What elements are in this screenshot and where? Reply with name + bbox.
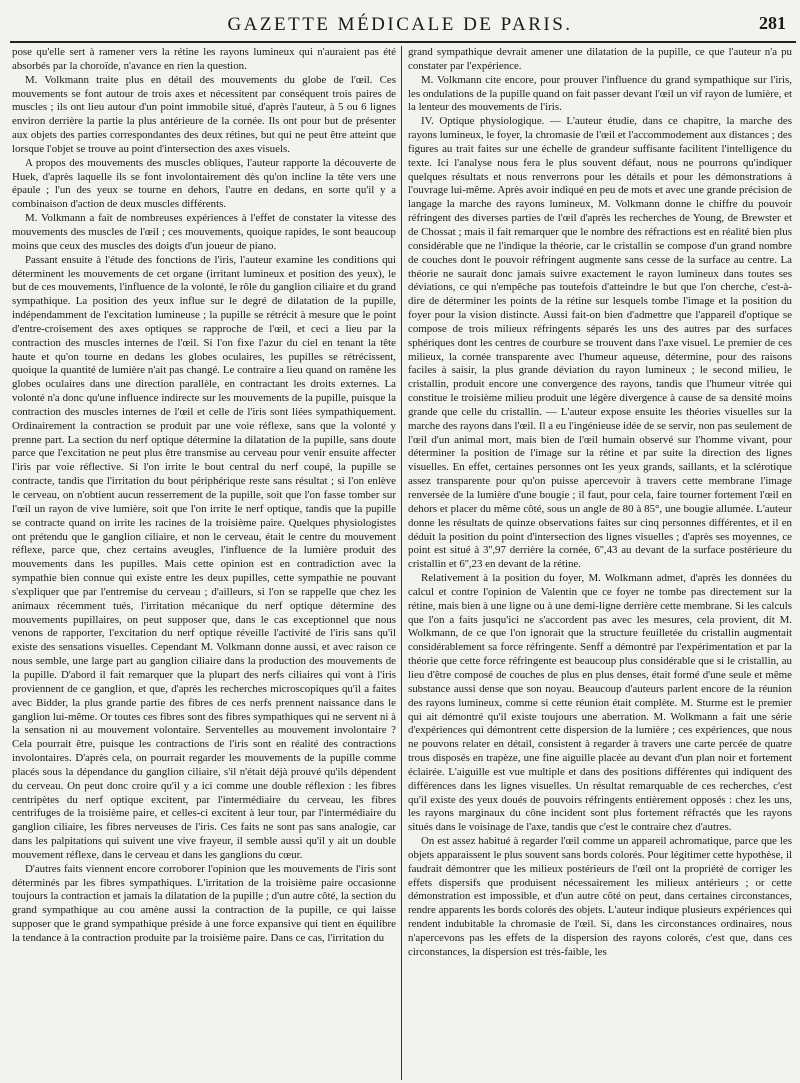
paragraph: M. Volkmann a fait de nombreuses expériences à l'effet de constater la vitesse des mouvements des muscles de l'œil ; ces mouvements, quoique rapides, le sont beaucoup moins que ceux des muscles des doigts d'un joueur de piano. [12, 212, 396, 252]
paragraph: pose qu'elle sert à ramener vers la rétine les rayons lumineux qui n'auraient pas été absorbés par la choroïde, n'avance en rien la question. [12, 46, 396, 72]
paragraph: grand sympathique devrait amener une dilatation de la pupille, ce que l'auteur n'a pu constater par l'expérience. [408, 46, 792, 72]
paragraph: A propos des mouvements des muscles obliques, l'auteur rapporte la découverte de Huek, d'après laquelle ils se font involontairement dès qu'on incline la tête vers une épaule ; l'un des yeux se tourne en dehors, l'autre en dedans, en sorte qu'il y a combinaison d'action de deux muscles différents. [12, 156, 396, 211]
page-number: 281 [759, 13, 786, 33]
left-column [12, 46, 396, 1080]
paragraph-section-iv: IV. Optique physiologique. — L'auteur étudie, dans ce chapitre, la marche des rayons lumineux, le foyer, la chromasie de l'œil et l'accommodement aux distances ; des figures au trait faites sur une échelle de grandeur suffisante facilitent l'intelligence du texte. Ici l'analyse nous fera le plus souvent défaut, nous ne pourrons qu'indiquer quelques résultats et nous renverrons pour les détails et pour les démonstrations à l'ouvrage lui-même. Après avoir indiqué en peu de mots et avec une grande précision de langage la marche des rayons lumineux, M. Volkmann donne le chiffre du pouvoir réfringent des diverses parties de l'œil d'après les recherches de Young, de Brewster et de Chossat ; mais il fait remarquer que le nombre des réfractions est en réalité bien plus considérable que ne l'indique la théorie, car le cristallin se compose d'un grand nombre de couches dont le pouvoir réfringent augmente sans cesse de la surface au centre. La théorie ne saurait donc jamais suivre exactement le rayon lumineux dans toutes ses déviations, ce qui n'empêche pas toutefois d'atteindre le but que l'on cherche, c'est-à-dire de déterminer les points de la rétine sur lesquels tombe l'image et la position du foyer pour la vision distincte. Aussi fait-on bien d'admettre que l'appareil d'optique se compose de trois milieux réfringents séparés les uns des autres par des surfaces sphériques dont les centres de courbure se trouvent dans l'axe visuel. Le premier de ces milieux, la cornée transparente avec l'humeur aqueuse, détermine, pour des raisons faciles à saisir, la plus grande déviation du rayon lumineux ; le second milieu, le cristallin, produit encore une convergence des rayons, tandis que l'humeur vitrée qui constitue le troisième milieu produit une légère divergence à cause de sa densité moins grande que celle du cristallin. — L'auteur expose ensuite les théories visuelles sur la marche des rayons dans l'œil. Il a eu l'ingénieuse idée de se servir, non pas seulement de l'œil d'un animal mort, mais bien de l'œil humain observé sur l'homme vivant, pour déterminer la position de l'image sur la rétine et par suite la direction des lignes visuelles. En effet, certaines personnes ont les yeux grands, saillants, et la sclérotique assez transparente pour qu'on puisse apercevoir à travers cette membrane l'image renversée de la lumière d'une bougie ; il faut, pour cela, faire tourner fortement l'œil en dehors et placer du même côté, sous un angle de 80 à 85°, une bougie allumée. L'auteur donne les résultats de quinze observations faites sur cinq personnes différentes, et il en déduit la position du point d'intersection des lignes visuelles ; d'après ses moyennes, ce point est situé à 3'',97 derrière la cornée, 6'',43 au devant de la surface postérieure du cristallin et 6'',23 en devant de la rétine. [408, 115, 792, 571]
header-rule [10, 41, 796, 43]
paragraph: M. Volkmann traite plus en détail des mouvements du globe de l'œil. Ces mouvements se font autour de trois axes et nécessitent par conséquent trois paires de muscles ; ils ont lieu autour d'un point immobile situé, d'après l'auteur, à 5 ou 6 lignes environ derrière la partie la plus antérieure de la cornée. Ils ont pour but de présenter aux objets des parties correspondantes des deux rétines, but qui ne peut être atteint que lorsque l'objet se trouve au point d'intersection des axes visuels. [12, 73, 396, 155]
paragraph: On est assez habitué à regarder l'œil comme un appareil achromatique, parce que les objets apparaissent le plus souvent sans bords colorés. Pour légitimer cette hypothèse, il faudrait démontrer que les milieux postérieurs de l'œil ont la propriété de corriger les effets dispersifs que produisent nécessairement les milieux antérieurs ; or cette démonstration est impossible, et d'un autre côté on peut, dans certaines circonstances, rendre apparents les bords colorés des objets. L'auteur indique plusieurs expériences qui rendent indubitable la chromasie de l'œil. Si, dans les circonstances ordinaires, nous n'apercevons pas les effets de la dispersion des rayons colorés, c'est que, dans ces circonstances, la dispersion est très-faible, les [408, 835, 792, 958]
right-column [408, 46, 792, 1080]
paragraph: D'autres faits viennent encore corroborer l'opinion que les mouvements de l'iris sont déterminés par les fibres sympathiques. L'irritation de la troisième paire occasionne toujours la contraction et jamais la dilatation de la pupille ; d'un autre côté, la section du grand sympathique au cou amène aussi la contraction de la pupille, ce qui laisse supposer que le grand sympathique préside à une force expansive qui tient en équilibre la tendance à la contraction produite par la troisième paire. Dans ce cas, l'irritation du [12, 862, 396, 944]
article-body [12, 46, 792, 1080]
paragraph: Passant ensuite à l'étude des fonctions de l'iris, l'auteur examine les conditions qui déterminent les mouvements de cet organe (irritant lumineux et position des yeux), le but de ces mouvements, l'influence de la volonté, le rôle du ganglion ciliaire et du grand sympathique. La position des yeux influe sur le degré de dilatation de la pupille, indépendamment de l'excitation lumineuse ; la pupille se rétrécit à mesure que le point d'entre-croisement des axes optiques se rapproche de l'œil, et ceci a lieu par la contraction des muscles internes de l'œil. Si l'on fixe l'azur du ciel en tenant la tête haute et qu'on tourne en dedans les globes oculaires, les pupilles se rétrécissent, quoique la quantité de lumière n'ait pas changé. Le contraire a lieu quand on ramène les globes oculaires dans une direction parallèle, en contractant les droits externes. La volonté n'a donc qu'une influence indirecte sur les mouvements de la pupille, puisque la contraction des muscles internes de l'œil et celle de l'iris sont liées sympathiquement. Ordinairement la contraction se produit par une voie réflexe, sans que la volonté y prenne part. La section du nerf optique détermine la dilatation de la pupille, sans doute parce que l'excitation ne peut plus être transmise au cerveau pour venir ensuite affecter l'iris par voie réflective. Si l'on irrite le bout central du nerf coupé, la pupille se contracte, tandis que l'irritation du bout périphérique reste sans résultat ; si l'on enlève le cerveau, on n'obtient aucun resserrement de la pupille, soit que l'on fasse tomber sur l'œil un rayon de vive lumière, soit que l'on irrite le nerf optique, tandis que la pupille se contracte quand on irrite les racines de la troisième paire. Quelques physiologistes ont prétendu que le ganglion ciliaire, et non le cerveau, était le centre du mouvement réflexe, parce que, chez certains aveugles, l'influence de la lumière produit des mouvements dans les pupilles. Mais cette opinion est en contradiction avec la sympathie bien connue qui existe entre les deux pupilles, cette sympathie ne pouvant s'expliquer que par l'entremise du cerveau ; d'ailleurs, si l'on se rappelle que chez les animaux récemment tués, l'irritation mécanique du nerf optique détermine des mouvements pupillaires, on peut supposer que, dans le cas exceptionnel que nous venons de rapporter, l'excitation du nerf optique réveille l'activité de l'iris sans qu'il existe des sensations visuelles. Cependant M. Volkmann donne aussi, et avec raison ce nous semble, une large part au ganglion ciliaire dans la production des mouvements de la pupille. D'abord il fait remarquer que la plupart des nerfs ciliaires qui vont à l'iris proviennent de ce ganglion, et que, d'après les recherches microscopiques qu'il a faites avec Bidder, la plus grande partie des fibres de ces nerfs prennent naissance dans le ganglion lui-même. Or toutes ces fibres sont des fibres sympathiques qui ne servent ni à la sensation ni au mouvement volontaire. Serventelles au mouvement involontaire ? Cela pourrait être, puisque les contractions de l'iris sont en réalité des contractions involontaires. D'après cela, on pourrait regarder les mouvements de la pupille comme placés sous la dépendance du ganglion ciliaire, s'il n'était déjà prouvé qu'ils dépendent du cerveau. On peut donc croire qu'il y a ici comme une double réflexion : les fibres centripètes du nerf optique excitent, par l'intermédiaire du cerveau, les fibres centrifuges de la troisième paire, et celles-ci excitent à leur tour, par l'intermédiaire du ganglion ciliaire, les fibres nerveuses de l'iris. Ces faits ne sont pas sans analogie, car dans les palpitations qui suivent une vive frayeur, il semble aussi qu'il y ait un double mouvement réflexe, dans le cerveau et dans les ganglions du cœur. [12, 253, 396, 861]
column-divider [401, 46, 402, 1080]
paragraph: M. Volkmann cite encore, pour prouver l'influence du grand sympathique sur l'iris, les ondulations de la pupille quand on fait passer devant l'œil un vif rayon de lumière, et la lenteur des mouvements de l'iris. [408, 73, 792, 114]
paragraph: Relativement à la position du foyer, M. Wolkmann admet, d'après les données du calcul et contre l'opinion de Valentin que ce foyer ne tombe pas directement sur la rétine, mais bien à une ligne ou à une demi-ligne derrière cette membrane. Si les calculs que l'on a faits jusqu'ici ne s'accordent pas avec les mesures, cela provient, dit M. Wolkmann, de ce que l'on ignorait que la structure feuilletée du cristallin augmentait considérablement sa force réfringente. Senff a démontré par l'expérimentation et par la théorie que cette force réfringente est beaucoup plus considérable que si le cristallin, au lieu d'être composé de couches de plus en plus denses, était formé d'une seule et même substance aussi dense que son noyau. Beaucoup d'auteurs parlent encore de la réunion des rayons lumineux, comme si cette réunion était complète. M. Sturme est le premier qui ait démontré qu'il existe toujours une aberration. M. Wolkmann a fait une série d'expériences qui démontrent cette dispersion de la lumière ; ces expériences, que nous ne pouvons relater en détail, consistent à regarder à travers une carte percée de quatre trous disposés en trapèze, une fine aiguille placée au devant d'un plan noir et fortement éclairée. L'aiguille est vue multiple et dans des positions différentes qui indiquent des différences dans les lignes visuelles. Un résultat remarquable de ces recherches, c'est qu'il existe des yeux doués de pouvoirs réfringents entièrement opposés : chez les uns, les rayons marginaux du cône incident sont plus fortement réfractés que les rayons situés dans le voisinage de l'axe, tandis que c'est le contraire chez d'autres. [408, 572, 792, 834]
page-header [0, 0, 800, 44]
masthead-title: GAZETTE MÉDICALE DE PARIS. [227, 14, 573, 35]
